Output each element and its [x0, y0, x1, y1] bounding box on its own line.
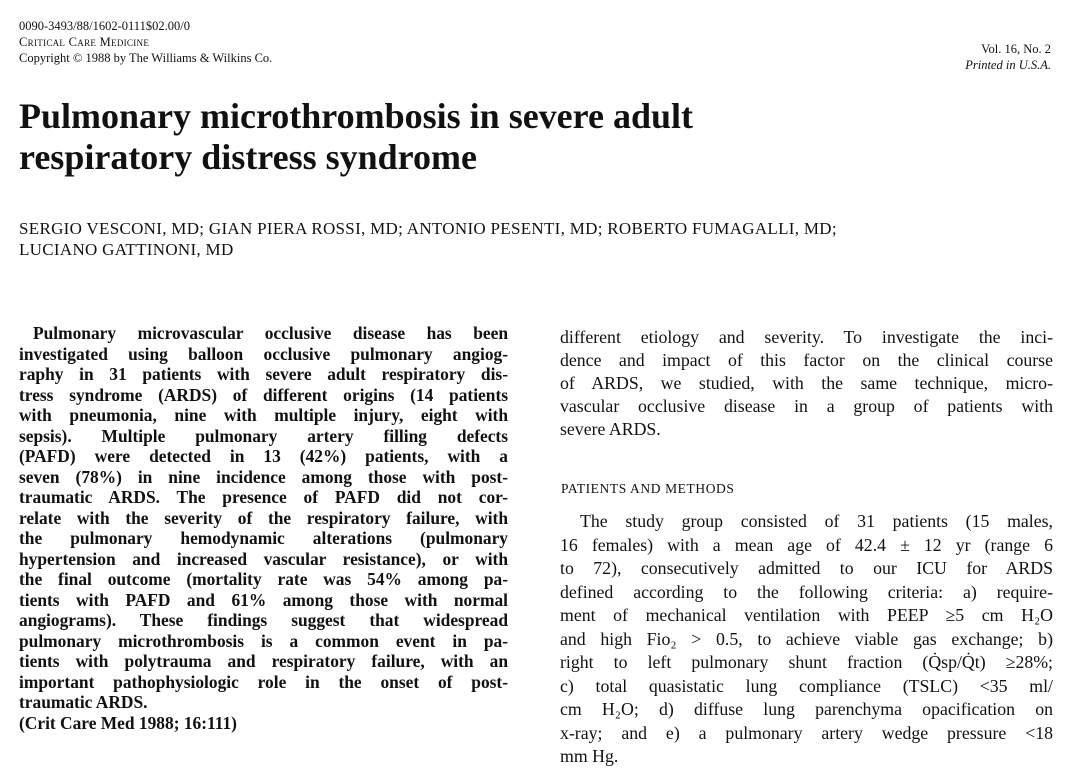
intro-paragraph	[560, 326, 1053, 441]
abstract-line: traumatic ARDS.	[19, 692, 148, 712]
abstract-line: relate with the severity of the respiratory failure, with	[19, 507, 508, 528]
abstract-line: tients with PAFD and 61% among those with normal	[19, 589, 508, 610]
abstract	[19, 323, 508, 733]
section-heading: PATIENTS AND METHODS	[561, 481, 735, 496]
abstract-line: (PAFD) were detected in 13 (42%) patients, with a	[19, 446, 508, 466]
journal-header	[19, 18, 272, 66]
journal-name: Critical Care Medicine	[19, 35, 150, 49]
abstract-line: important pathophysiologic role in the onset of post-	[19, 671, 508, 692]
volume-line: Vol. 16, No. 2	[981, 42, 1051, 56]
methods-line: 16 females) with a mean age of 42.4 ± 12 yr (range 6	[560, 534, 1053, 555]
abstract-line: the final outcome (mortality rate was 54% among pa-	[19, 569, 508, 589]
intro-line: severe ARDS.	[560, 419, 661, 439]
abstract-line: hypertension and increased vascular resistance), or with	[19, 548, 508, 569]
abstract-line: Pulmonary microvascular occlusive disease has been	[33, 323, 508, 343]
methods-line: right to left pulmonary shunt fraction (Q̇sp/Q̇t) ≥28%;	[560, 652, 1053, 672]
intro-line: different etiology and severity. To investigate the inci-	[560, 327, 1053, 347]
abstract-line: investigated using balloon occlusive pulmonary angiog-	[19, 343, 508, 364]
authors-line-2: LUCIANO GATTINONI, MD	[19, 240, 234, 259]
intro-line: dence and impact of this factor on the clinical course	[560, 350, 1053, 370]
title-line-2: respiratory distress syndrome	[19, 137, 477, 177]
abstract-line: pulmonary microthrombosis is a common event in pa-	[19, 630, 508, 651]
abstract-line: tress syndrome (ARDS) of different origins (14 patients	[19, 384, 508, 405]
abstract-line: sepsis). Multiple pulmonary artery filling defects	[19, 425, 508, 446]
methods-line: The study group consisted of 31 patients (15 males,	[580, 511, 1053, 531]
issn-line: 0090-3493/88/1602-0111$02.00/0	[19, 19, 190, 33]
citation: (Crit Care Med 1988; 16:111)	[19, 712, 237, 733]
abstract-line: with pneumonia, nine with multiple injury, eight with	[19, 405, 508, 425]
methods-line: c) total quasistatic lung compliance (TSLC) <35 ml/	[560, 675, 1053, 696]
abstract-line: tients with polytrauma and respiratory failure, with an	[19, 651, 508, 671]
title-line-1: Pulmonary microthrombosis in severe adult	[19, 96, 693, 136]
methods-line: x-ray; and e) a pulmonary artery wedge pressure <18	[560, 722, 1053, 743]
methods-line: to 72), consecutively admitted to our ICU for ARDS	[560, 558, 1053, 578]
intro-line: of ARDS, we studied, with the same technique, micro-	[560, 373, 1053, 393]
abstract-line: angiograms). These findings suggest that widespread	[19, 610, 508, 630]
methods-line: cm H₂O; d) diffuse lung parenchyma opacification on	[560, 699, 1053, 719]
methods-line: defined according to the following criteria: a) require-	[560, 581, 1053, 602]
abstract-line: raphy in 31 patients with severe adult respiratory dis-	[19, 364, 508, 384]
methods-line: mm Hg.	[560, 746, 619, 766]
author-list	[19, 218, 1029, 260]
methods-line: ment of mechanical ventilation with PEEP ≥5 cm H₂O	[560, 605, 1053, 625]
article-title	[19, 96, 1019, 178]
methods-line: and high Fio₂ > 0.5, to achieve viable gas exchange; b)	[560, 628, 1053, 649]
printed-line: Printed in U.S.A.	[965, 58, 1051, 72]
authors-line-1: SERGIO VESCONI, MD; GIAN PIERA ROSSI, MD; ANTONIO PESENTI, MD; ROBERTO FUMAGALLI, MD;	[19, 219, 837, 238]
intro-line: vascular occlusive disease in a group of patients with	[560, 396, 1053, 416]
copyright-line: Copyright © 1988 by The Williams & Wilkins Co.	[19, 51, 273, 65]
methods-paragraph	[560, 510, 1053, 769]
abstract-line: the pulmonary hemodynamic alterations (pulmonary	[19, 528, 508, 548]
abstract-line: traumatic ARDS. The presence of PAFD did not cor-	[19, 487, 508, 507]
abstract-line: seven (78%) in nine incidence among those with post-	[19, 466, 508, 487]
issue-info	[965, 41, 1051, 73]
